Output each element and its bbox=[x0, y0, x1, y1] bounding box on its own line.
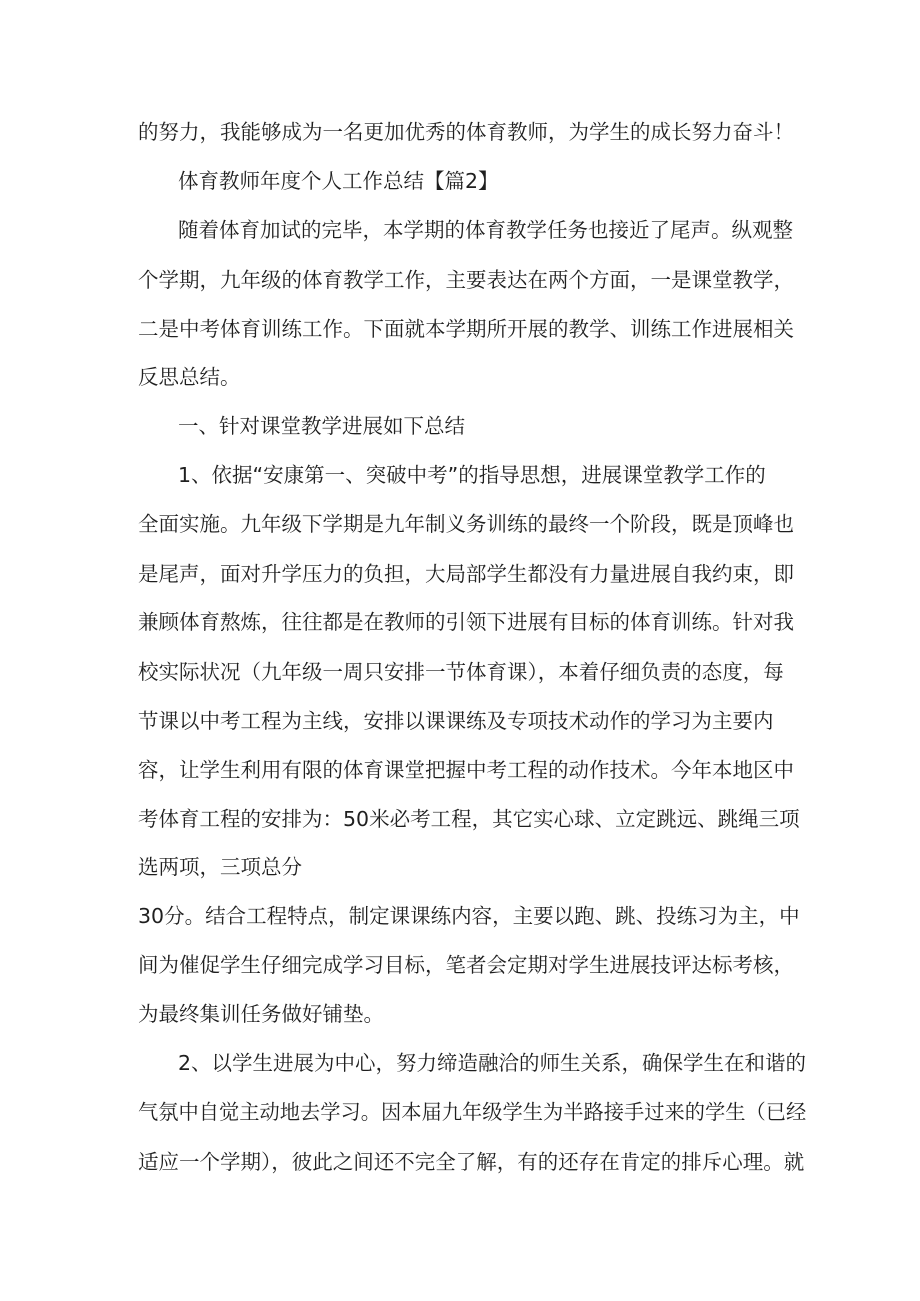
text-line: 的努力，我能够成为一名更加优秀的体育教师，为学生的成长努力奋斗！ bbox=[138, 120, 794, 144]
text-line: 随着体育加试的完毕，本学期的体育教学任务也接近了尾声。纵观整 bbox=[178, 218, 793, 242]
section-heading: 体育教师年度个人工作总结【篇2】 bbox=[178, 169, 499, 193]
text-line: 兼顾体育熬炼，往往都是在教师的引领下进展有目标的体育训练。针对我 bbox=[138, 610, 794, 634]
text-line: 节课以中考工程为主线，安排以课课练及专项技术动作的学习为主要内 bbox=[138, 709, 774, 733]
subsection-heading: 一、针对课堂教学进展如下总结 bbox=[178, 414, 465, 438]
text-line: 容，让学生利用有限的体育课堂把握中考工程的动作技术。今年本地区中 bbox=[138, 758, 794, 782]
text-line: 校实际状况（九年级一周只安排一节体育课），本着仔细负责的态度，每 bbox=[138, 660, 784, 684]
text-line: 个学期，九年级的体育教学工作，主要表达在两个方面，一是课堂教学， bbox=[138, 268, 794, 292]
text-line: 是尾声，面对升学压力的负担，大局部学生都没有力量进展自我约束，即 bbox=[138, 562, 794, 586]
text-line: 30分。结合工程特点，制定课课练内容，主要以跑、跳、投练习为主，中 bbox=[138, 904, 800, 928]
text-line: 二是中考体育训练工作。下面就本学期所开展的教学、训练工作进展相关 bbox=[138, 317, 794, 341]
text-line: 反思总结。 bbox=[138, 365, 241, 389]
text-line: 适应一个学期），彼此之间还不完全了解，有的还存在肯定的排斥心理。就 bbox=[138, 1150, 805, 1174]
text-line: 为最终集训任务做好铺垫。 bbox=[138, 1002, 384, 1026]
text-line: 间为催促学生仔细完成学习目标，笔者会定期对学生进展技评达标考核， bbox=[138, 953, 794, 977]
text-line: 1、依据“安康第一、突破中考”的指导思想，进展课堂教学工作的 bbox=[178, 463, 766, 487]
text-line: 2、以学生进展为中心，努力缔造融洽的师生关系，确保学生在和谐的 bbox=[178, 1051, 807, 1075]
text-line: 全面实施。九年级下学期是九年制义务训练的最终一个阶段，既是顶峰也 bbox=[138, 512, 794, 536]
text-line: 考体育工程的安排为：50米必考工程，其它实心球、立定跳远、跳绳三项 bbox=[138, 807, 800, 831]
text-line: 气氛中自觉主动地去学习。因本届九年级学生为半路接手过来的学生（已经 bbox=[138, 1100, 807, 1124]
text-line: 选两项，三项总分 bbox=[138, 855, 302, 879]
